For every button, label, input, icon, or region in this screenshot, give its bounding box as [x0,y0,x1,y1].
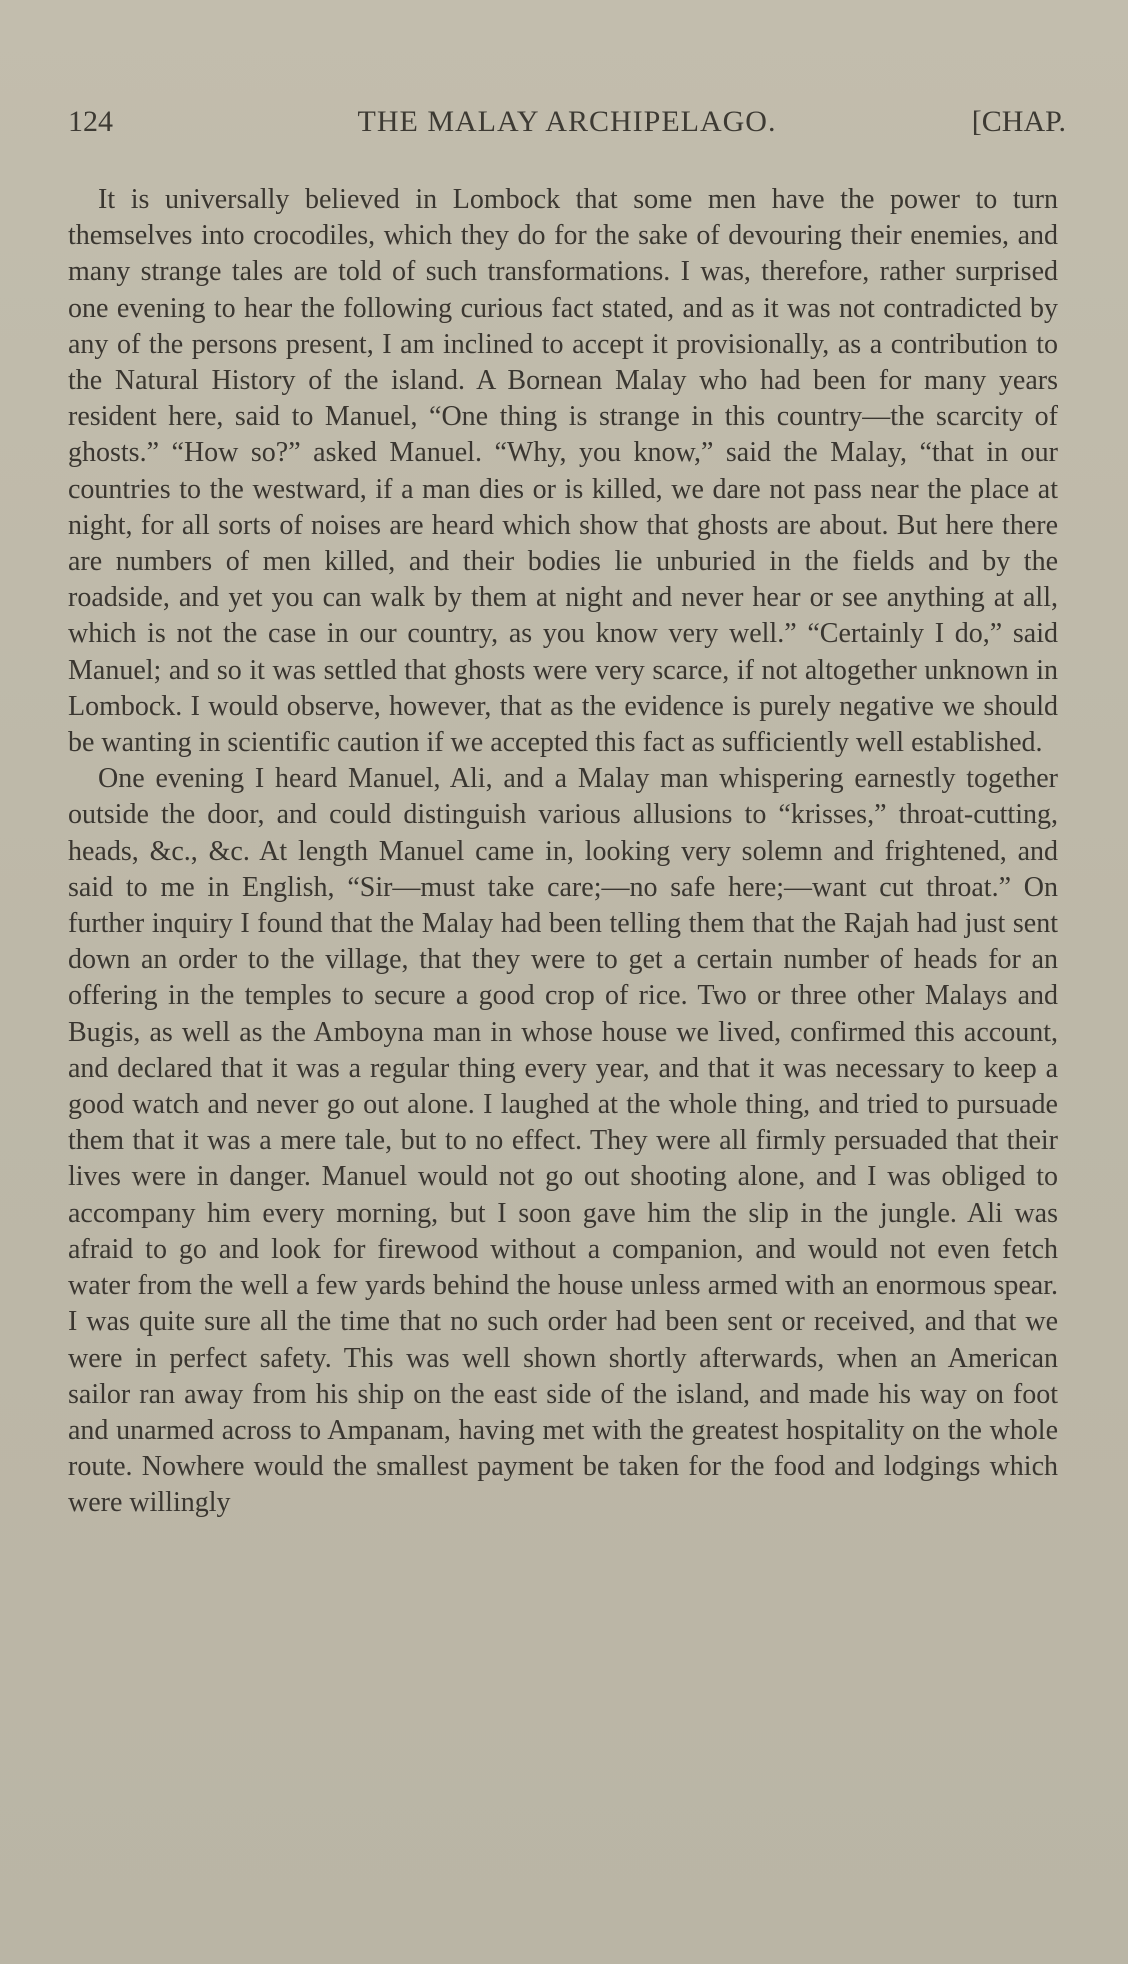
paragraph-crocodiles-ghosts: It is universally believed in Lombock that some men have the power to turn themselves into crocodiles, which they do for the sake of devouring their enemies, and many strange tales are told of such transformations. I was, therefore, rather surprised one evening to hear the following curious fact stated, and as it was not contradicted by any of the persons present, I am inclined to accept it provisionally, as a contribution to the Natural History of the island. A Bornean Malay who had been for many years resident here, said to Manuel, “One thing is strange in this country—the scarcity of ghosts.” “How so?” asked Manuel. “Why, you know,” said the Malay, “that in our countries to the westward, if a man dies or is killed, we dare not pass near the place at night, for all sorts of noises are heard which show that ghosts are about. But here there are numbers of men killed, and their bodies lie unburied in the fields and by the roadside, and yet you can walk by them at night and never hear or see anything at all, which is not the case in our country, as you know very well.” “Certainly I do,” said Manuel; and so it was settled that ghosts were very scarce, if not altogether unknown in Lombock. I would observe, however, that as the evidence is purely negative we should be wanting in scientific caution if we accepted this fact as sufficiently well established. [68,184,1058,759]
body-text [68,182,1058,1522]
book-title: THE MALAY ARCHIPELAGO. [357,105,777,138]
page-number: 124 [68,105,113,138]
paragraph-head-hunting-rumour: One evening I heard Manuel, Ali, and a Malay man whispering earnestly together outside the door, and could distinguish various allusions to “krisses,” throat-cutting, heads, &c., &c. At length Manuel came in, looking very solemn and frightened, and said to me in English, “Sir—must take care;—no safe here;—want cut throat.” On further inquiry I found that the Malay had been telling them that the Rajah had just sent down an order to the village, that they were to get a certain number of heads for an offering in the temples to secure a good crop of rice. Two or three other Malays and Bugis, as well as the Amboyna man in whose house we lived, confirmed this account, and declared that it was a regular thing every year, and that it was necessary to keep a good watch and never go out alone. I laughed at the whole thing, and tried to pursuade them that it was a mere tale, but to no effect. They were all firmly persuaded that their lives were in danger. Manuel would not go out shooting alone, and I was obliged to accompany him every morning, but I soon gave him the slip in the jungle. Ali was afraid to go and look for firewood without a companion, and would not even fetch water from the well a few yards behind the house unless armed with an enormous spear. I was quite sure all the time that no such order had been sent or received, and that we were in perfect safety. This was well shown shortly afterwards, when an American sailor ran away from his ship on the east side of the island, and made his way on foot and unarmed across to Ampanam, having met with the greatest hospitality on the whole route. Nowhere would the smallest payment be taken for the food and lodgings which were willingly [68,763,1058,1519]
chapter-marker: [CHAP. [971,105,1066,138]
running-head [68,105,1066,145]
